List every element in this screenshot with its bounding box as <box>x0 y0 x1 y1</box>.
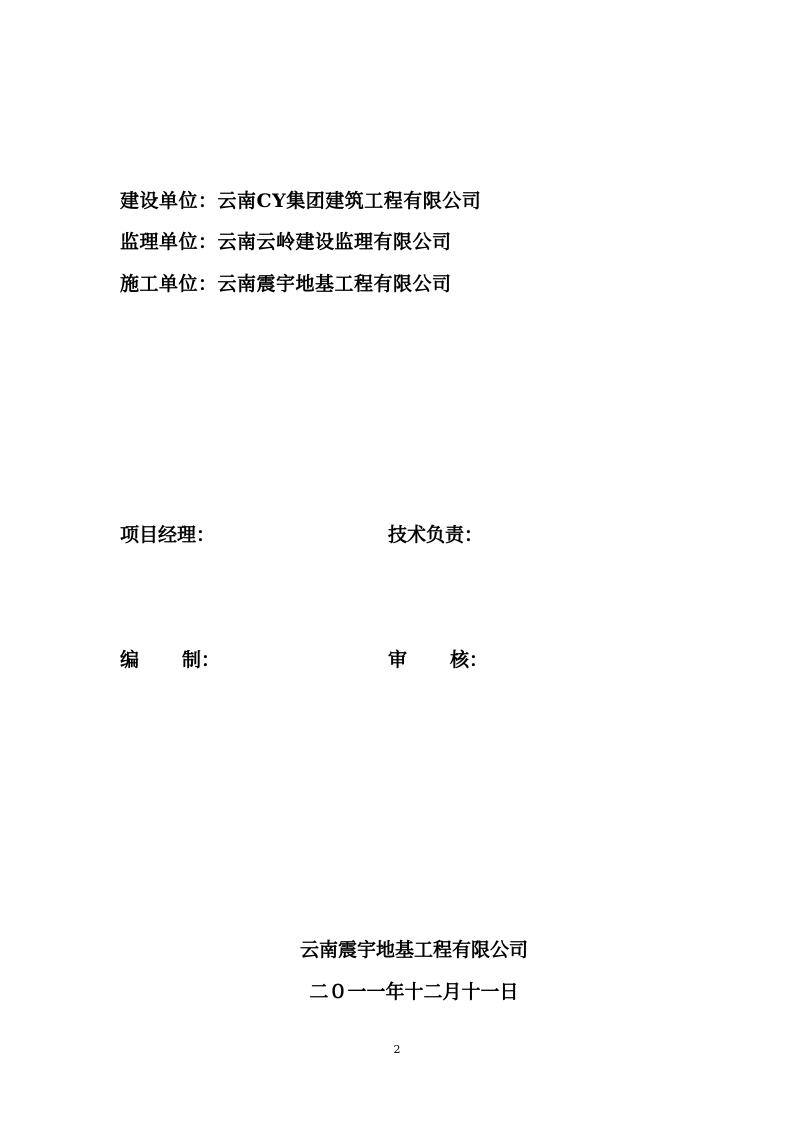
contractor-unit-label: 施工单位： <box>120 273 218 295</box>
footer-company: 云南震宇地基工程有限公司 <box>299 939 528 961</box>
construction-unit-value: 云南CY集团建筑工程有限公司 <box>217 190 482 212</box>
compiler-label-char1: 编 <box>120 649 140 671</box>
compiler-label-char2: 制： <box>182 649 221 671</box>
supervision-unit-line <box>120 230 452 254</box>
supervision-unit-label: 监理单位： <box>120 231 218 253</box>
reviewer-label-char1: 审 <box>388 649 408 671</box>
reviewer-label-char2: 核： <box>450 649 489 671</box>
reviewer-label <box>388 648 489 672</box>
project-manager-label: 项目经理： <box>120 524 216 546</box>
compiler-label <box>120 648 221 672</box>
contractor-unit-line <box>120 272 452 296</box>
page-number: 2 <box>393 1043 401 1056</box>
contractor-unit-value: 云南震宇地基工程有限公司 <box>217 273 452 295</box>
technical-lead-label: 技术负责： <box>388 524 484 546</box>
supervision-unit-value: 云南云岭建设监理有限公司 <box>217 231 452 253</box>
footer-date: 二０一一年十二月十一日 <box>309 981 519 1003</box>
construction-unit-line <box>120 189 481 213</box>
construction-unit-label: 建设单位： <box>120 190 218 212</box>
